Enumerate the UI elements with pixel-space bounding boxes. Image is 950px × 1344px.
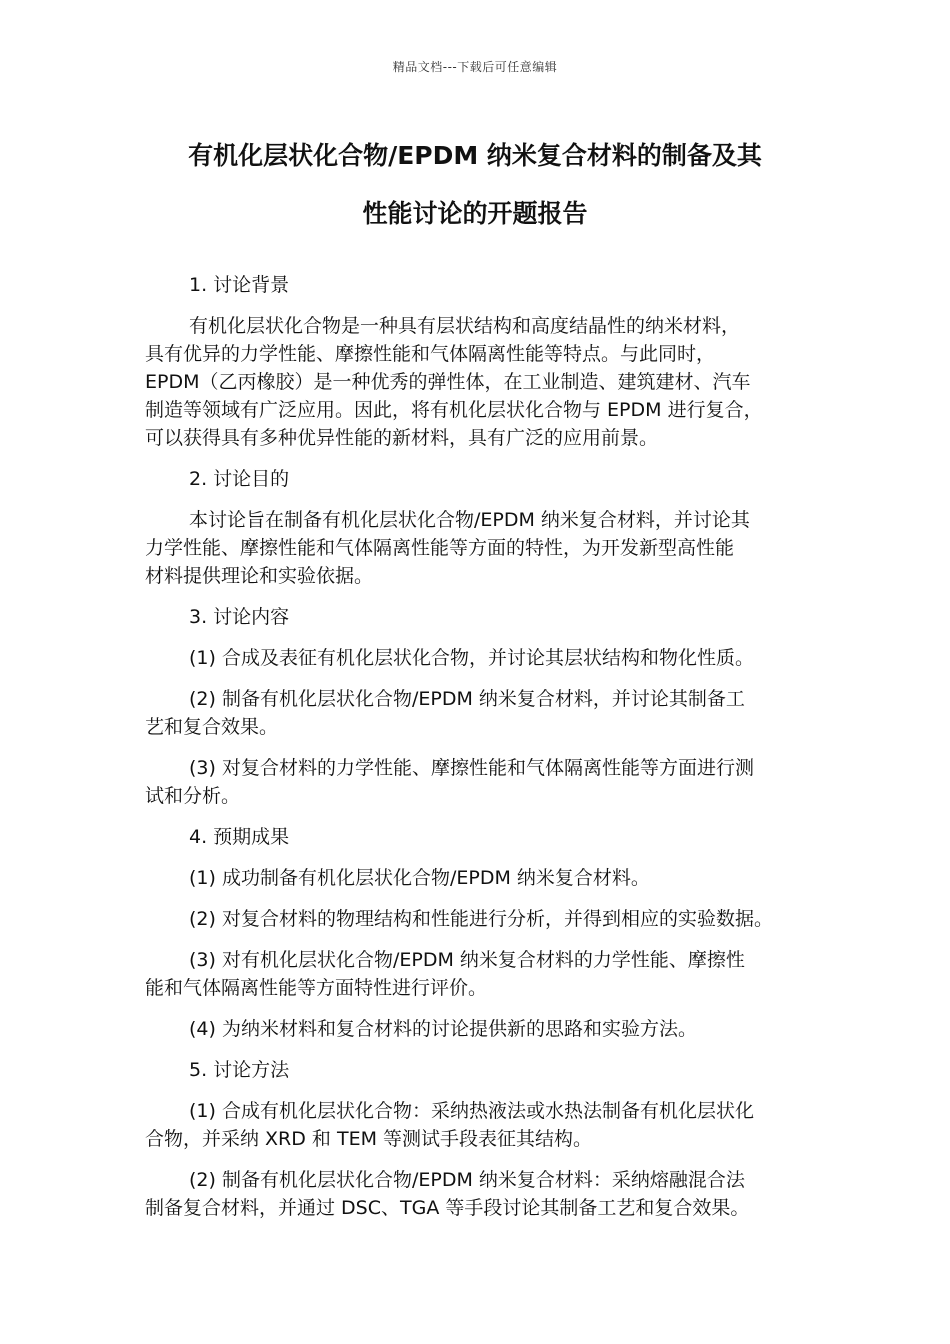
list-item: (1) 成功制备有机化层状化合物/EPDM 纳米复合材料。 (189, 867, 650, 889)
document-title-line-1: 有机化层状化合物/EPDM 纳米复合材料的制备及其 (188, 141, 762, 170)
header-note: 精品文档---下载后可任意编辑 (392, 60, 558, 74)
list-item: (2) 制备有机化层状化合物/EPDM 纳米复合材料，并讨论其制备工 艺和复合效果。 (145, 688, 745, 738)
section-heading-objective: 2. 讨论目的 (189, 468, 290, 490)
section-heading-content: 3. 讨论内容 (189, 606, 290, 628)
list-item: (2) 制备有机化层状化合物/EPDM 纳米复合材料：采纳熔融混合法 制备复合材料，并通过 DSC、TGA 等手段讨论其制备工艺和复合效果。 (145, 1169, 750, 1219)
document-body (145, 271, 813, 1235)
section-heading-methods: 5. 讨论方法 (189, 1059, 290, 1081)
document-title-line-2: 性能讨论的开题报告 (362, 199, 588, 228)
section-heading-background: 1. 讨论背景 (189, 274, 290, 296)
list-item: (3) 对复合材料的力学性能、摩擦性能和气体隔离性能等方面进行测 试和分析。 (145, 757, 754, 807)
list-item: (1) 合成有机化层状化合物：采纳热液法或水热法制备有机化层状化 合物，并采纳 XRD 和 TEM 等测试手段表征其结构。 (145, 1100, 754, 1150)
paragraph-background: 有机化层状化合物是一种具有层状结构和高度结晶性的纳米材料， 具有优异的力学性能、摩擦性能和气体隔离性能等特点。与此同时， EPDM（乙丙橡胶）是一种优秀的弹性体，在工业制造、建筑建材、汽车 制造等领域有广泛应用。因此，将有机化层状化合物与 EPDM 进行复合， 可以获得具有多种优异性能的新材料，具有广泛的应用前景。 (145, 315, 763, 449)
list-item: (4) 为纳米材料和复合材料的讨论提供新的思路和实验方法。 (189, 1018, 697, 1040)
list-item: (2) 对复合材料的物理结构和性能进行分析，并得到相应的实验数据。 (189, 908, 773, 930)
paragraph-objective: 本讨论旨在制备有机化层状化合物/EPDM 纳米复合材料，并讨论其 力学性能、摩擦性能和气体隔离性能等方面的特性，为开发新型高性能 材料提供理论和实验依据。 (145, 509, 750, 587)
section-heading-expected-results: 4. 预期成果 (189, 826, 290, 848)
list-item: (1) 合成及表征有机化层状化合物，并讨论其层状结构和物化性质。 (189, 647, 754, 669)
list-item: (3) 对有机化层状化合物/EPDM 纳米复合材料的力学性能、摩擦性 能和气体隔离性能等方面特性进行评价。 (145, 949, 745, 999)
